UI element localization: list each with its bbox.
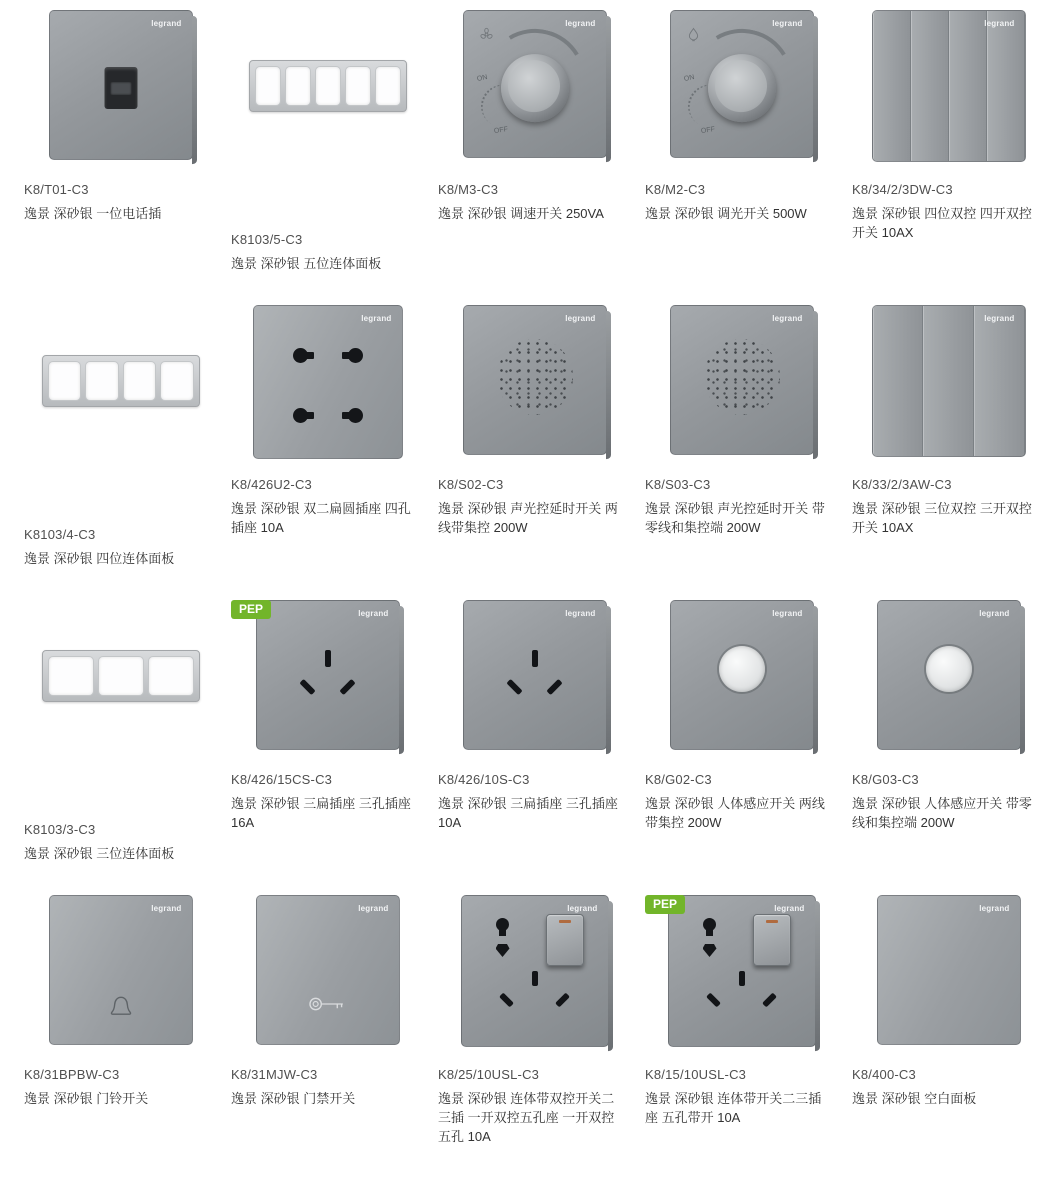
- product-card: [438, 4, 645, 299]
- product-sku: K8/400-C3: [852, 1067, 916, 1082]
- product-card: [24, 4, 231, 299]
- product-visual-motion-sensor: [877, 600, 1021, 750]
- product-desc: 逸景 深砂银 门铃开关: [24, 1091, 149, 1106]
- legrand-logo: legrand: [772, 314, 803, 323]
- legrand-logo: legrand: [979, 609, 1010, 618]
- product-visual-4hole-socket: [253, 305, 403, 459]
- product-image[interactable]: [24, 355, 217, 519]
- product-sku: K8103/5-C3: [231, 232, 303, 247]
- frame-window: [123, 361, 157, 401]
- product-card: [24, 889, 231, 1184]
- product-card: [438, 889, 645, 1184]
- product-image[interactable]: [645, 305, 838, 469]
- product-card: [645, 299, 852, 594]
- legrand-logo: legrand: [979, 904, 1010, 913]
- legrand-logo: legrand: [151, 19, 182, 28]
- product-visual-dimmer: [670, 10, 814, 158]
- product-image[interactable]: [231, 60, 424, 224]
- product-sku: K8/S02-C3: [438, 477, 504, 492]
- product-sku: K8/426U2-C3: [231, 477, 312, 492]
- product-card: [438, 594, 645, 889]
- dial-off-label: OFF: [493, 126, 508, 135]
- socket-hole: [348, 348, 363, 363]
- product-visual-frame-3gang: [42, 650, 200, 702]
- dial-off-label: OFF: [700, 126, 715, 135]
- legrand-logo: legrand: [567, 904, 598, 913]
- legrand-logo: legrand: [772, 609, 803, 618]
- product-sku: K8/M2-C3: [645, 182, 706, 197]
- product-sku: K8103/4-C3: [24, 527, 96, 542]
- product-image[interactable]: [852, 600, 1045, 764]
- product-sku: K8/G02-C3: [645, 772, 712, 787]
- legrand-logo: legrand: [361, 314, 392, 323]
- product-card: [645, 594, 852, 889]
- pep-badge: PEP: [645, 895, 685, 914]
- socket-slot-live: [500, 992, 515, 1007]
- product-card: [231, 594, 438, 889]
- rotary-knob[interactable]: [501, 54, 569, 122]
- product-image[interactable]: [438, 895, 631, 1059]
- switch-rocker[interactable]: [873, 306, 924, 456]
- product-desc: 逸景 深砂银 声光控延时开关 带零线和集控端 200W: [645, 501, 825, 535]
- product-visual-soundlight-switch: [463, 305, 607, 455]
- frame-window: [315, 66, 341, 106]
- product-visual-3pin-socket: [463, 600, 607, 750]
- product-card: [852, 299, 1059, 594]
- socket-hole: [293, 408, 308, 423]
- product-image[interactable]: [852, 895, 1045, 1059]
- socket-slot-live: [299, 679, 315, 695]
- product-image[interactable]: [438, 305, 631, 469]
- product-visual-blank-panel: [877, 895, 1021, 1045]
- product-sku: K8/S03-C3: [645, 477, 711, 492]
- product-sku: K8103/3-C3: [24, 822, 96, 837]
- product-card: [24, 594, 231, 889]
- product-image[interactable]: [24, 650, 217, 814]
- product-desc: 逸景 深砂银 四位双控 四开双控开关 10AX: [852, 206, 1032, 240]
- frame-window: [98, 656, 144, 696]
- bell-icon: [103, 994, 139, 1018]
- product-sku: K8/31BPBW-C3: [24, 1067, 120, 1082]
- legrand-logo: legrand: [358, 904, 389, 913]
- product-image[interactable]: [852, 305, 1045, 469]
- legrand-logo: legrand: [565, 609, 596, 618]
- product-visual-phone-socket: [49, 10, 193, 160]
- product-visual-3gang-switch: [872, 305, 1026, 457]
- lamp-icon: [686, 27, 701, 42]
- legrand-logo: legrand: [565, 314, 596, 323]
- product-sku: K8/T01-C3: [24, 182, 89, 197]
- product-desc: 逸景 深砂银 声光控延时开关 两线带集控 200W: [438, 501, 618, 535]
- frame-window: [285, 66, 311, 106]
- key-icon: [307, 994, 349, 1014]
- product-sku: K8/426/15CS-C3: [231, 772, 333, 787]
- product-visual-motion-sensor: [670, 600, 814, 750]
- switch-indicator: [559, 920, 571, 923]
- socket-hole: [293, 348, 308, 363]
- frame-window: [85, 361, 119, 401]
- product-sku: K8/426/10S-C3: [438, 772, 530, 787]
- product-desc: 逸景 深砂银 三扁插座 三孔插座 10A: [438, 796, 618, 830]
- product-visual-combo-socket: [668, 895, 816, 1047]
- switch-indicator: [766, 920, 778, 923]
- product-desc: 逸景 深砂银 空白面板: [852, 1091, 977, 1106]
- socket-hole-2pin-bottom: [496, 944, 510, 957]
- product-visual-frame-4gang: [42, 355, 200, 407]
- legrand-logo: legrand: [772, 19, 803, 28]
- socket-slot-neutral: [339, 679, 355, 695]
- product-desc: 逸景 深砂银 调速开关 250VA: [438, 206, 604, 221]
- product-image[interactable]: [852, 10, 1045, 174]
- product-image[interactable]: [438, 10, 631, 174]
- rotary-knob[interactable]: [708, 54, 776, 122]
- product-visual-soundlight-switch: [670, 305, 814, 455]
- product-desc: 逸景 深砂银 人体感应开关 带零线和集控端 200W: [852, 796, 1032, 830]
- socket-slot-earth: [532, 650, 538, 667]
- dial-on-label: ON: [682, 73, 695, 84]
- product-image[interactable]: [24, 10, 217, 174]
- pep-badge: PEP: [231, 600, 271, 619]
- frame-window: [345, 66, 371, 106]
- product-sku: K8/25/10USL-C3: [438, 1067, 540, 1082]
- socket-slot-earth: [325, 650, 331, 667]
- product-image[interactable]: [24, 895, 217, 1059]
- product-visual-doorbell-switch: [49, 895, 193, 1045]
- socket-slot-neutral: [555, 992, 570, 1007]
- socket-hole-2pin-top: [496, 918, 509, 931]
- rotary-knob-face: [508, 60, 560, 112]
- product-visual-combo-socket: [461, 895, 609, 1047]
- socket-slot-neutral: [762, 992, 777, 1007]
- product-image[interactable]: [231, 895, 424, 1059]
- switch-rocker-button[interactable]: [753, 914, 791, 966]
- product-visual-frame-5gang: [249, 60, 407, 112]
- product-desc: 逸景 深砂银 双二扁圆插座 四孔插座 10A: [231, 501, 411, 535]
- product-desc: 逸景 深砂银 连体带开关二三插座 五孔带开 10A: [645, 1091, 822, 1125]
- legrand-logo: legrand: [358, 609, 389, 618]
- product-image[interactable]: [645, 10, 838, 174]
- product-desc: 逸景 深砂银 人体感应开关 两线带集控 200W: [645, 796, 825, 830]
- product-visual-access-switch: [256, 895, 400, 1045]
- product-sku: K8/G03-C3: [852, 772, 919, 787]
- legrand-logo: legrand: [774, 904, 805, 913]
- product-visual-speed-control: [463, 10, 607, 158]
- product-desc: 逸景 深砂银 门禁开关: [231, 1091, 356, 1106]
- frame-window: [148, 656, 194, 696]
- product-card: [852, 594, 1059, 889]
- frame-window: [255, 66, 281, 106]
- product-sku: K8/34/2/3DW-C3: [852, 182, 953, 197]
- switch-rocker[interactable]: [949, 11, 987, 161]
- switch-rocker[interactable]: [923, 306, 974, 456]
- product-sku: K8/31MJW-C3: [231, 1067, 318, 1082]
- product-desc: 逸景 深砂银 连体带双控开关二三插 一开双控五孔座 一开双控五孔 10A: [438, 1091, 615, 1144]
- product-card: [24, 299, 231, 594]
- product-image[interactable]: [231, 305, 424, 469]
- socket-slot-earth: [532, 971, 538, 986]
- product-card: [645, 889, 852, 1184]
- socket-pair: [293, 348, 363, 363]
- socket-slot-neutral: [546, 679, 562, 695]
- switch-rocker[interactable]: [987, 11, 1025, 161]
- product-card: [852, 4, 1059, 299]
- product-card: [852, 889, 1059, 1184]
- product-card: [231, 299, 438, 594]
- socket-hole-2pin-bottom: [703, 944, 717, 957]
- phone-jack: [104, 67, 137, 109]
- speaker-hole-pattern: [704, 339, 780, 415]
- frame-window: [375, 66, 401, 106]
- product-sku: K8/33/2/3AW-C3: [852, 477, 952, 492]
- switch-rocker-button[interactable]: [546, 914, 584, 966]
- product-desc: 逸景 深砂银 调光开关 500W: [645, 206, 807, 221]
- phone-jack-inner: [110, 82, 131, 95]
- speaker-hole-pattern: [497, 339, 573, 415]
- sensor-dome: [719, 646, 765, 692]
- frame-window: [48, 656, 94, 696]
- frame-window: [160, 361, 194, 401]
- product-sku: K8/15/10USL-C3: [645, 1067, 747, 1082]
- product-image[interactable]: [438, 600, 631, 764]
- product-card: [231, 4, 438, 299]
- socket-slot-earth: [739, 971, 745, 986]
- product-sku: K8/M3-C3: [438, 182, 499, 197]
- socket-hole: [348, 408, 363, 423]
- product-desc: 逸景 深砂银 三位连体面板: [24, 846, 175, 861]
- product-card: [231, 889, 438, 1184]
- dial-on-label: ON: [475, 73, 488, 84]
- socket-hole-2pin-top: [703, 918, 716, 931]
- product-desc: 逸景 深砂银 五位连体面板: [231, 256, 382, 271]
- sensor-dome: [926, 646, 972, 692]
- product-card: [645, 4, 852, 299]
- switch-rocker[interactable]: [974, 306, 1025, 456]
- legrand-logo: legrand: [565, 19, 596, 28]
- product-desc: 逸景 深砂银 四位连体面板: [24, 551, 175, 566]
- product-image[interactable]: [231, 600, 424, 764]
- product-visual-4gang-switch: [872, 10, 1026, 162]
- switch-rocker[interactable]: [873, 11, 911, 161]
- socket-pair: [293, 408, 363, 423]
- socket-slot-live: [506, 679, 522, 695]
- switch-rocker[interactable]: [911, 11, 949, 161]
- legrand-logo: legrand: [984, 19, 1015, 28]
- product-desc: 逸景 深砂银 三扁插座 三孔插座 16A: [231, 796, 411, 830]
- product-desc: 逸景 深砂银 一位电话插: [24, 206, 162, 221]
- frame-window: [48, 361, 82, 401]
- rotary-knob-face: [715, 60, 767, 112]
- product-desc: 逸景 深砂银 三位双控 三开双控开关 10AX: [852, 501, 1032, 535]
- legrand-logo: legrand: [151, 904, 182, 913]
- fan-icon: [479, 27, 494, 42]
- product-card: [438, 299, 645, 594]
- product-image[interactable]: [645, 895, 838, 1059]
- product-image[interactable]: [645, 600, 838, 764]
- legrand-logo: legrand: [984, 314, 1015, 323]
- product-visual-3pin-socket: [256, 600, 400, 750]
- socket-slot-live: [707, 992, 722, 1007]
